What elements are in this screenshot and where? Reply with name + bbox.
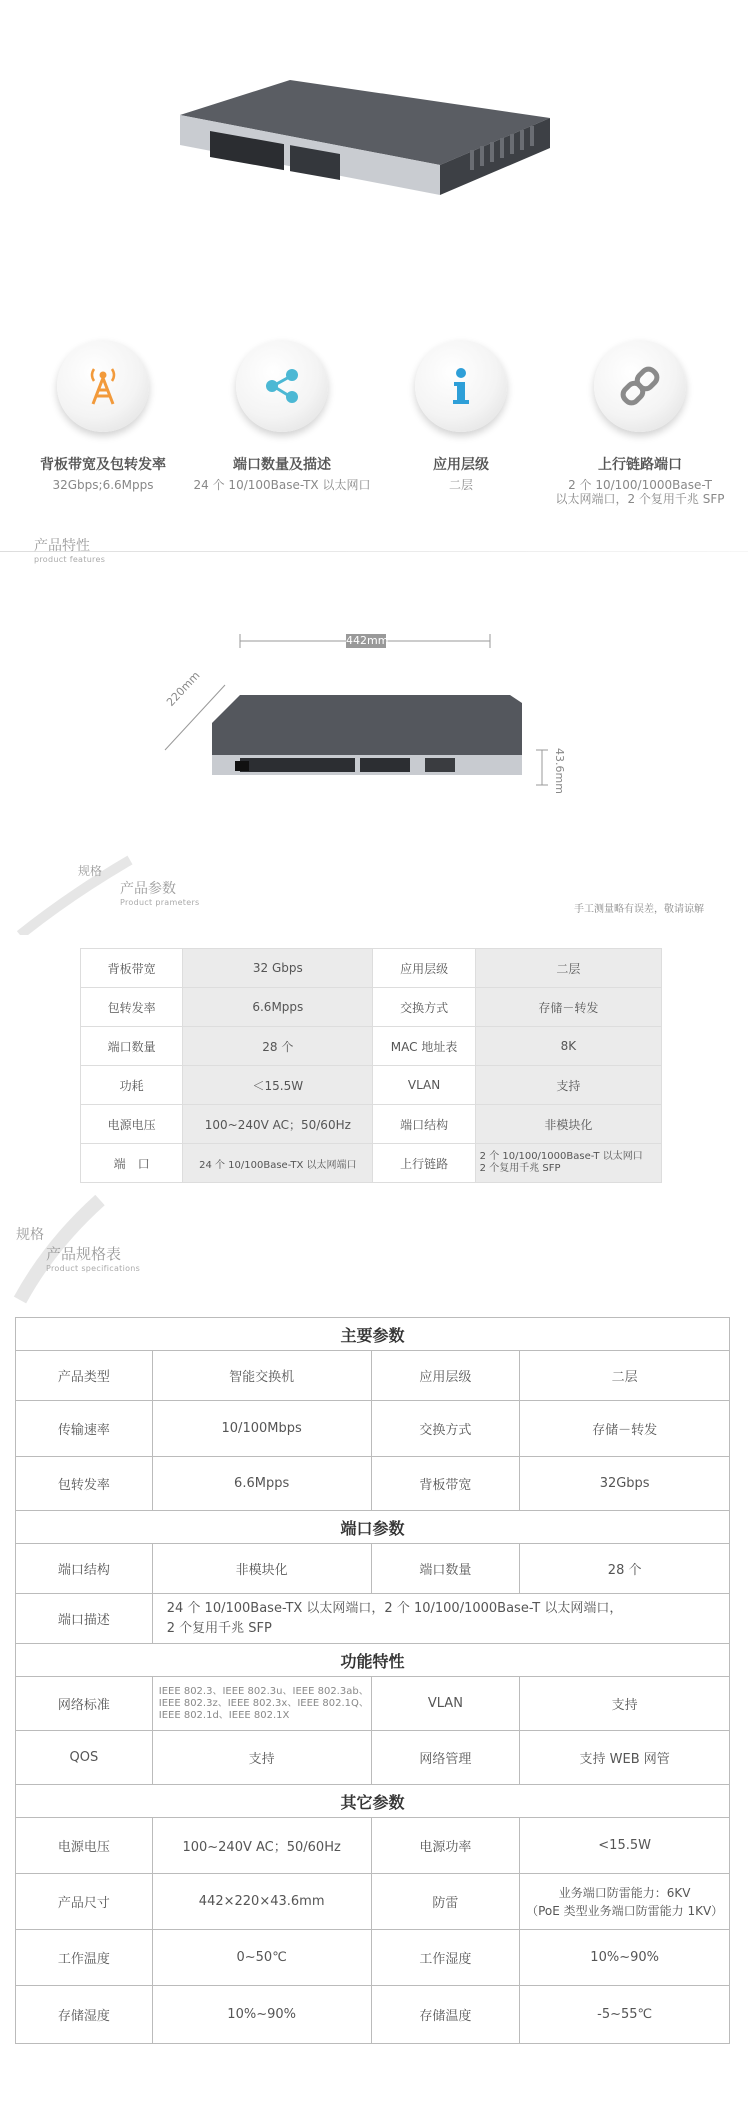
table-row — [16, 1818, 730, 1874]
table-cell: 功耗 — [81, 1066, 183, 1105]
table-cell: 电源功率 — [371, 1818, 520, 1874]
table-row — [16, 1874, 730, 1930]
table-cell: VLAN — [371, 1677, 520, 1731]
info-icon — [439, 364, 483, 408]
table-cell: 支持 — [520, 1677, 730, 1731]
table-row — [16, 1731, 730, 1785]
feature-uplink — [551, 340, 729, 506]
dim-depth-label: 220mm — [164, 668, 203, 709]
table-cell: 产品类型 — [16, 1351, 153, 1401]
specs-table — [15, 1317, 730, 2044]
feature-title: 应用层级 — [433, 457, 489, 473]
table-cell: 网络管理 — [371, 1731, 520, 1785]
feature-title: 上行链路端口 — [598, 457, 682, 473]
table-cell: 8K — [475, 1027, 661, 1066]
feature-ports — [193, 340, 371, 492]
table-cell: 支持 — [152, 1731, 371, 1785]
table-cell: 24 个 10/100Base-TX 以太网端口，2 个 10/100/1000Base-T 以太网端口， 2 个复用千兆 SFP — [152, 1594, 729, 1644]
feature-desc: 2 个 10/100/1000Base-T 以太网端口，2 个复用千兆 SFP — [555, 478, 725, 506]
table-cell: 0~50℃ — [152, 1930, 371, 1986]
table-cell: 应用层级 — [373, 949, 475, 988]
section-specs-heading: 产品规格表 Product specifications — [46, 1245, 141, 1273]
table-cell: 6.6Mpps — [152, 1457, 371, 1511]
table-cell: 端口描述 — [16, 1594, 153, 1644]
feature-title: 背板带宽及包转发率 — [40, 457, 166, 473]
table-cell: 存储－转发 — [520, 1401, 730, 1457]
table-cell: 442×220×43.6mm — [152, 1874, 371, 1930]
table-row — [81, 1066, 662, 1105]
table-row — [16, 1594, 730, 1644]
table-cell: 产品尺寸 — [16, 1874, 153, 1930]
table-row — [81, 1027, 662, 1066]
table-cell: 电源电压 — [16, 1818, 153, 1874]
table-cell: IEEE 802.3、IEEE 802.3u、IEEE 802.3ab、 IEEE 802.3z、IEEE 802.3x、IEEE 802.1Q、 IEEE 802.1d、IEEE 802.1X — [152, 1677, 371, 1731]
params-table — [80, 948, 662, 1183]
table-cell: 背板带宽 — [81, 949, 183, 988]
feature-backplane — [14, 340, 192, 492]
feature-desc: 32Gbps;6.6Mpps — [52, 478, 154, 492]
feature-circle — [57, 340, 149, 432]
table-cell: 交换方式 — [371, 1401, 520, 1457]
table-cell: 背板带宽 — [371, 1457, 520, 1511]
table-cell: 工作湿度 — [371, 1930, 520, 1986]
table-row — [16, 1677, 730, 1731]
section-features-heading: 产品特性 product features — [34, 538, 106, 564]
table-cell: 6.6Mpps — [183, 988, 373, 1027]
table-cell: <15.5W — [520, 1818, 730, 1874]
table-cell: 二层 — [520, 1351, 730, 1401]
table-cell: 2 个 10/100/1000Base-T 以太网口 2 个复用千兆 SFP — [475, 1144, 661, 1183]
table-cell: 24 个 10/100Base-TX 以太网端口 — [183, 1144, 373, 1183]
table-cell: 端口数量 — [371, 1544, 520, 1594]
table-cell: 包转发率 — [81, 988, 183, 1027]
feature-desc: 24 个 10/100Base-TX 以太网口 — [193, 478, 371, 492]
table-cell: 10%~90% — [520, 1930, 730, 1986]
dim-height-label: 43.6mm — [553, 748, 566, 794]
table-cell: -5~55℃ — [520, 1986, 730, 2044]
table-cell: 工作温度 — [16, 1930, 153, 1986]
table-cell: ＜15.5W — [183, 1066, 373, 1105]
table-cell: 支持 WEB 网管 — [520, 1731, 730, 1785]
table-cell: 端口结构 — [16, 1544, 153, 1594]
table-row — [16, 1930, 730, 1986]
divider — [0, 551, 748, 552]
dimension-diagram — [160, 620, 580, 820]
table-cell: 端口数量 — [81, 1027, 183, 1066]
table-cell: 智能交换机 — [152, 1351, 371, 1401]
table-cell: 传输速率 — [16, 1401, 153, 1457]
table-row — [81, 988, 662, 1027]
table-cell: 28 个 — [183, 1027, 373, 1066]
table-row — [16, 1544, 730, 1594]
table-cell: 支持 — [475, 1066, 661, 1105]
table-row — [81, 1144, 662, 1183]
table-cell: 业务端口防雷能力：6KV （PoE 类型业务端口防雷能力 1KV） — [520, 1874, 730, 1930]
table-cell: 二层 — [475, 949, 661, 988]
table-row — [16, 1986, 730, 2044]
table-cell: 100~240V AC；50/60Hz — [183, 1105, 373, 1144]
table-section-title: 端口参数 — [16, 1511, 730, 1544]
table-section-title: 功能特性 — [16, 1644, 730, 1677]
table-row — [16, 1351, 730, 1401]
table-section-title: 主要参数 — [16, 1318, 730, 1351]
table-cell: 非模块化 — [152, 1544, 371, 1594]
section-params-small: 规格 — [78, 864, 103, 878]
table-cell: 10%~90% — [152, 1986, 371, 2044]
table-cell: QOS — [16, 1731, 153, 1785]
table-cell: 32 Gbps — [183, 949, 373, 988]
table-cell: 100~240V AC；50/60Hz — [152, 1818, 371, 1874]
table-cell: 交换方式 — [373, 988, 475, 1027]
table-cell: VLAN — [373, 1066, 475, 1105]
feature-desc: 二层 — [448, 478, 473, 492]
table-cell: 非模块化 — [475, 1105, 661, 1144]
table-cell: 上行链路 — [373, 1144, 475, 1183]
feature-circle — [415, 340, 507, 432]
dim-width-label: 442mm — [346, 634, 389, 647]
feature-layer — [372, 340, 550, 492]
table-cell: 端 口 — [81, 1144, 183, 1183]
table-cell: 包转发率 — [16, 1457, 153, 1511]
switch-product-image — [170, 0, 570, 240]
table-cell: 存储－转发 — [475, 988, 661, 1027]
table-cell: 应用层级 — [371, 1351, 520, 1401]
measurement-note: 手工测量略有误差，敬请谅解 — [574, 904, 704, 915]
table-cell: 存储湿度 — [16, 1986, 153, 2044]
table-row — [16, 1457, 730, 1511]
table-cell: 28 个 — [520, 1544, 730, 1594]
table-cell: 网络标准 — [16, 1677, 153, 1731]
table-cell: 存储温度 — [371, 1986, 520, 2044]
table-section-title: 其它参数 — [16, 1785, 730, 1818]
feature-circle — [236, 340, 328, 432]
feature-title: 端口数量及描述 — [233, 457, 331, 473]
section-params-heading: 产品参数 Product prameters — [120, 881, 200, 907]
table-cell: 防雷 — [371, 1874, 520, 1930]
table-row — [81, 1105, 662, 1144]
table-cell: 端口结构 — [373, 1105, 475, 1144]
share-icon — [260, 364, 304, 408]
table-row — [81, 949, 662, 988]
section-specs-small: 规格 — [16, 1227, 44, 1243]
table-cell: 电源电压 — [81, 1105, 183, 1144]
signal-tower-icon — [81, 364, 125, 408]
feature-circle — [594, 340, 686, 432]
link-icon — [618, 364, 662, 408]
table-cell: 32Gbps — [520, 1457, 730, 1511]
table-cell: 10/100Mbps — [152, 1401, 371, 1457]
table-cell: MAC 地址表 — [373, 1027, 475, 1066]
table-row — [16, 1401, 730, 1457]
